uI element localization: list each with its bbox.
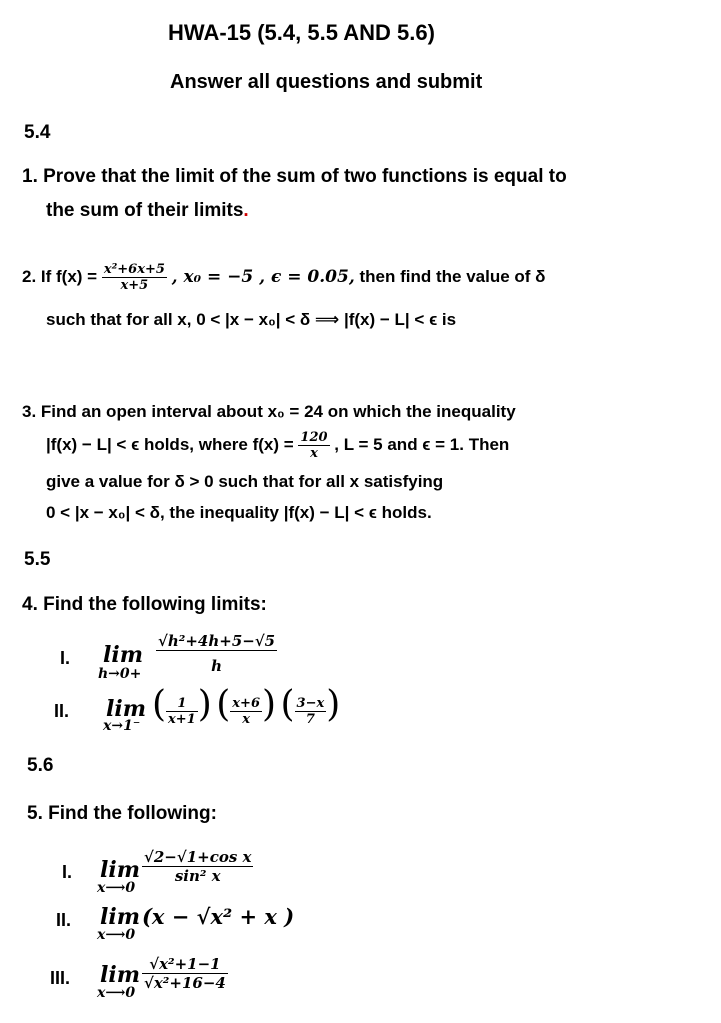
q5-iii-lim: lim bbox=[100, 962, 140, 988]
section-5-6: 5.6 bbox=[27, 755, 54, 776]
q4-ii-f3-num: 3−x bbox=[296, 696, 325, 712]
q5-i-den: sin² x bbox=[174, 867, 221, 885]
q3-frac-den: x bbox=[310, 446, 318, 461]
q5-i-sub: x⟶0 bbox=[97, 880, 136, 896]
q4-ii-paren-close-3: ) bbox=[326, 684, 341, 725]
q3-line2 bbox=[46, 430, 509, 461]
q4-ii-paren-close-2: ) bbox=[262, 684, 277, 725]
q4-ii-frac3 bbox=[295, 696, 327, 727]
q5-ii-label: II. bbox=[56, 910, 72, 930]
q5-ii-expr: (x − √x² + x ) bbox=[142, 904, 295, 929]
q4-i-label: I. bbox=[60, 648, 71, 668]
q4-ii-paren-close-1: ) bbox=[197, 684, 212, 725]
q3-line1: 3. Find an open interval about x₀ = 24 on which the inequality bbox=[22, 402, 516, 421]
q2-line1 bbox=[22, 262, 545, 293]
q2-frac-num: x²+6x+5 bbox=[103, 262, 165, 277]
q5-ii-sub: x⟶0 bbox=[97, 927, 136, 943]
q4-ii-label: II. bbox=[54, 701, 70, 721]
q5-i-fraction bbox=[142, 848, 253, 885]
q1-period: . bbox=[243, 200, 249, 221]
q1-line2-text: the sum of their limits bbox=[46, 200, 244, 221]
q4-i-den: h bbox=[211, 657, 223, 675]
q4-ii-paren-open-2: ( bbox=[216, 684, 231, 725]
q5-i-label: I. bbox=[62, 862, 73, 882]
q4-ii-paren-open-3: ( bbox=[280, 684, 295, 725]
q5-iii-sub: x⟶0 bbox=[97, 985, 136, 1001]
q4-ii-expression bbox=[152, 684, 340, 727]
q5-ii-lim: lim bbox=[100, 904, 140, 930]
q2-frac-den: x+5 bbox=[120, 278, 149, 293]
section-5-4: 5.4 bbox=[24, 122, 51, 143]
q1-line1: 1. Prove that the limit of the sum of two functions is equal to bbox=[22, 166, 567, 187]
q5-iii-num: √x²+1−1 bbox=[142, 955, 228, 974]
q4-ii-f3-den: 7 bbox=[305, 712, 315, 728]
q2-tail: then find the value of δ bbox=[359, 266, 546, 286]
section-5-5: 5.5 bbox=[24, 549, 51, 570]
q5-iii-den: √x²+16−4 bbox=[144, 974, 226, 992]
q3-line3: give a value for δ > 0 such that for all x satisfying bbox=[46, 472, 444, 491]
page-title: HWA-15 (5.4, 5.5 AND 5.6) bbox=[168, 20, 435, 45]
q4-heading: 4. Find the following limits: bbox=[22, 594, 267, 615]
q4-i-num: √h²+4h+5−√5 bbox=[158, 632, 276, 650]
q4-i-sub: h→0+ bbox=[98, 666, 142, 682]
q4-ii-frac2 bbox=[230, 696, 262, 727]
q3-line4: 0 < |x − x₀| < δ, the inequality |f(x) − L| < ϵ holds. bbox=[46, 503, 432, 522]
q3-frac-num: 120 bbox=[300, 430, 328, 445]
q2-prefix: 2. If f(x) = bbox=[22, 266, 98, 286]
q2-params: , x₀ = −5 , ϵ = 0.05, bbox=[171, 266, 355, 287]
q5-i-lim: lim bbox=[100, 857, 140, 883]
q4-ii-frac1 bbox=[166, 696, 198, 727]
q5-iii-label: III. bbox=[50, 968, 71, 988]
q2-fraction bbox=[102, 262, 167, 293]
page-subtitle: Answer all questions and submit bbox=[170, 71, 483, 93]
q5-i-num: √2−√1+cos x bbox=[144, 848, 252, 866]
q4-ii-lim: lim bbox=[106, 696, 146, 722]
q4-ii-sub: x→1⁻ bbox=[103, 718, 141, 734]
q4-ii-f1-num: 1 bbox=[166, 696, 198, 712]
q3-line2b: , L = 5 and ϵ = 1. Then bbox=[334, 434, 510, 454]
q3-line2a: |f(x) − L| < ϵ holds, where f(x) = bbox=[46, 434, 294, 454]
q3-fraction bbox=[298, 430, 329, 461]
q4-ii-paren-open-1: ( bbox=[152, 684, 167, 725]
q4-ii-f2-num: x+6 bbox=[232, 696, 260, 712]
q4-i-lim: lim bbox=[103, 642, 143, 668]
q4-i-fraction bbox=[156, 632, 277, 675]
q5-heading: 5. Find the following: bbox=[27, 803, 217, 824]
q4-ii-f1-den: x+1 bbox=[168, 712, 196, 728]
q2-line2: such that for all x, 0 < |x − x₀| < δ ⟹ |f(x) − L| < ϵ is bbox=[46, 310, 457, 329]
q4-ii-f2-den: x bbox=[242, 712, 251, 728]
q5-iii-fraction bbox=[142, 955, 228, 992]
q1-line2 bbox=[46, 200, 249, 222]
